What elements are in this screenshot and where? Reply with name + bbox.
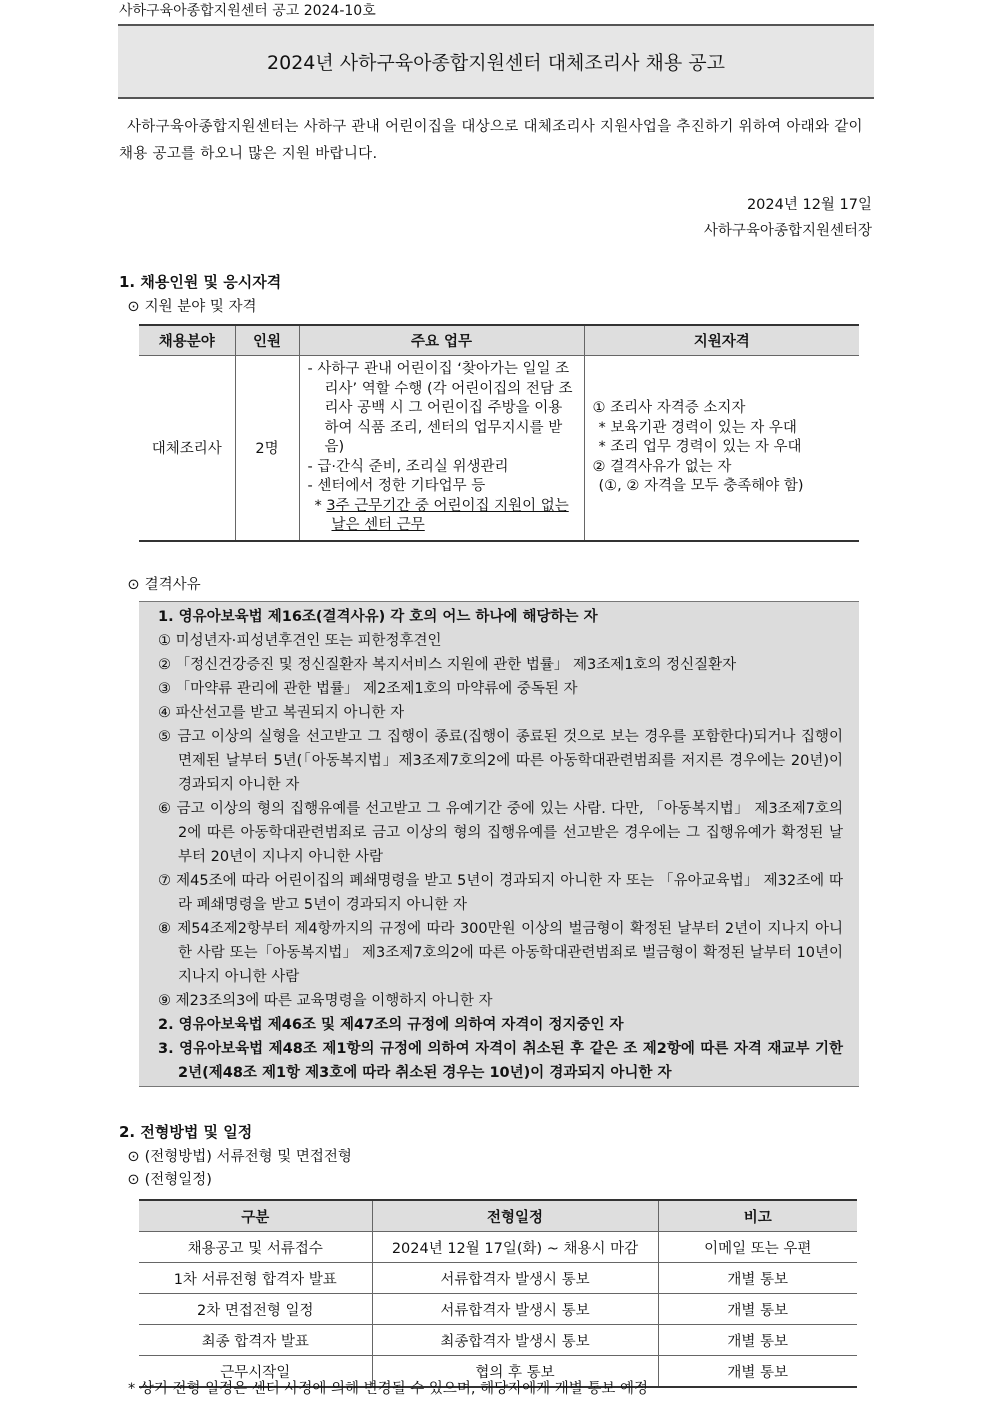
sub2-label: 결격사유 — [144, 577, 201, 593]
section1-heading: 1. 채용인원 및 응시자격 — [119, 273, 282, 291]
table-header-row — [139, 325, 859, 356]
field-cell: 대체조리사 — [139, 356, 235, 541]
qualification-item: * 보육기관 경력이 있는 자 우대 — [598, 419, 797, 436]
qualification-item: (①, ② 자격을 모두 충족해야 함) — [598, 478, 804, 494]
section1-sub1 — [127, 295, 257, 316]
document-number: 사하구육아종합지원센터 공고 2024-10호 — [119, 3, 376, 19]
cell-schedule: 서류합격자 발생시 통보 — [372, 1294, 658, 1325]
count-cell: 2명 — [235, 356, 299, 541]
cell-category: 채용공고 및 서류접수 — [139, 1232, 372, 1263]
cell-category: 1차 서류전형 합격자 발표 — [139, 1263, 372, 1294]
schedule-label-text: (전형일정) — [144, 1172, 212, 1188]
circle-dot-bullet-icon: ⊙ — [127, 299, 140, 315]
disqualification-item: ⑥ 금고 이상의 형의 집행유예를 선고받고 그 유예기간 중에 있는 사람. 다만, 「아동복지법」 제3조제7호의2에 따른 아동학대관련범죄로 금고 이상의 형의 집행유예를 선고받은 경우에는 그 집행유예가 확정된 날부터 20년이 지나지 아니한 사람 — [158, 801, 843, 865]
page-title: 2024년 사하구육아종합지원센터 대체조리사 채용 공고 — [267, 52, 725, 74]
disqualification-item: ④ 파산선고를 받고 복권되지 아니한 자 — [158, 705, 405, 721]
schedule-table — [139, 1199, 857, 1388]
section2-schedule-label — [127, 1168, 212, 1189]
qualification-cell — [584, 356, 859, 541]
header-duties: 주요 업무 — [299, 325, 584, 356]
disqualification-item: ⑤ 금고 이상의 실형을 선고받고 그 집행이 종료(집행이 종료된 것으로 보는 경우를 포함한다)되거나 집행이 면제된 날부터 5년(「아동복지법」제3조제7호의2에 따른 아동학대관련범죄를 저지른 경우에는 20년)이 경과되지 아니한 자 — [158, 729, 843, 793]
duty-note — [308, 497, 576, 536]
disqualification-item: 2. 영유아보육법 제46조 및 제47조의 규정에 의하여 자격이 정지중인 자 — [158, 1017, 624, 1033]
table-header-row — [139, 1200, 857, 1232]
sub1-label: 지원 분야 및 자격 — [144, 299, 257, 315]
circle-dot-bullet-icon: ⊙ — [127, 1172, 140, 1188]
duty-item: - 센터에서 정한 기타업무 등 — [307, 478, 486, 494]
cell-schedule: 최종합격자 발생시 통보 — [372, 1325, 658, 1356]
schedule-note: * 상기 전형 일정은 센터 사정에 의해 변경될 수 있으며, 해당자에게 개별 통보 예정 — [128, 1381, 648, 1397]
header-field: 채용분야 — [139, 325, 235, 356]
disqualification-item: ⑨ 제23조의3에 따른 교육명령을 이행하지 아니한 자 — [158, 993, 493, 1009]
header-remark: 비고 — [658, 1200, 857, 1232]
cell-remark: 개별 통보 — [658, 1325, 857, 1356]
header-schedule: 전형일정 — [372, 1200, 658, 1232]
circle-dot-bullet-icon: ⊙ — [127, 577, 140, 593]
cell-schedule: 서류합격자 발생시 통보 — [372, 1263, 658, 1294]
qualification-item: * 조리 업무 경력이 있는 자 우대 — [598, 439, 802, 455]
table-row — [139, 1232, 857, 1263]
cell-remark: 개별 통보 — [658, 1294, 857, 1325]
disqualification-item: ⑧ 제54조제2항부터 제4항까지의 규정에 따라 300만원 이상의 벌금형이 확정된 날부터 2년이 지나지 아니한 사람 또는「아동복지법」 제3조제7호의2에 따른 아동학대관련범죄로 벌금형이 확정된 날부터 10년이 지나지 아니한 사람 — [158, 921, 843, 985]
intro-paragraph — [119, 114, 875, 168]
cell-schedule: 협의 후 통보 — [372, 1356, 658, 1388]
duty-item: - 급·간식 준비, 조리실 위생관리 — [307, 458, 509, 475]
disqualification-item: ① 미성년자·피성년후견인 또는 피한정후견인 — [158, 633, 442, 649]
table-row — [139, 1325, 857, 1356]
disqualification-item: ③ 「마약류 관리에 관한 법률」 제2조제1호의 마약류에 중독된 자 — [158, 681, 578, 697]
header-count: 인원 — [235, 325, 299, 356]
cell-category: 근무시작일 — [139, 1356, 372, 1388]
disqualification-item: ⑦ 제45조에 따라 어린이집의 폐쇄명령을 받고 5년이 경과되지 아니한 자 또는 「유아교육법」 제32조에 따라 폐쇄명령을 받고 5년이 경과되지 아니한 자 — [158, 873, 843, 913]
disqualification-item: 1. 영유아보육법 제16조(결격사유) 각 호의 어느 하나에 해당하는 자 — [158, 609, 598, 625]
disqualification-item: 3. 영유아보육법 제48조 제1항의 규정에 의하여 자격이 취소된 후 같은 조 제2항에 따른 자격 재교부 기한 2년(제48조 제1항 제3호에 따라 취소된 경우는 10년)이 경과되지 아니한 자 — [158, 1041, 843, 1081]
cell-remark: 개별 통보 — [658, 1263, 857, 1294]
announcement-date: 2024년 12월 17일 — [746, 197, 872, 213]
circle-dot-bullet-icon: ⊙ — [127, 1149, 140, 1165]
qualification-item: ① 조리사 자격증 소지자 — [592, 400, 746, 416]
qualification-item: ② 결격사유가 없는 자 — [592, 458, 732, 475]
table-row — [139, 1263, 857, 1294]
cell-category: 최종 합격자 발표 — [139, 1325, 372, 1356]
cell-remark: 개별 통보 — [658, 1356, 857, 1388]
duties-cell — [299, 356, 584, 541]
section2-heading: 2. 전형방법 및 일정 — [119, 1123, 253, 1141]
header-category: 구분 — [139, 1200, 372, 1232]
disqualification-box — [139, 601, 859, 1087]
page-title-box — [118, 24, 874, 99]
section1-sub2 — [127, 573, 201, 594]
cell-schedule: 2024년 12월 17일(화) ~ 채용시 마감 — [372, 1232, 658, 1263]
cell-category: 2차 면접전형 일정 — [139, 1294, 372, 1325]
qualification-table — [139, 324, 859, 542]
duty-note-text: 3주 근무기간 중 어린이집 지원이 없는 날은 센터 근무 — [326, 497, 569, 533]
cell-remark: 이메일 또는 우편 — [658, 1232, 857, 1263]
disqualification-item: ② 「정신건강증진 및 정신질환자 복지서비스 지원에 관한 법률」 제3조제1호의 정신질환자 — [158, 657, 737, 673]
table-row — [139, 356, 859, 541]
duty-item: - 사하구 관내 어린이집 ‘찾아가는 일일 조리사’ 역할 수행 (각 어린이집의 전담 조리사 공백 시 그 어린이집 주방을 이용하여 식품 조리, 센터의 업무지시를 받음) — [307, 361, 573, 455]
intro-text: 사하구육아종합지원센터는 사하구 관내 어린이집을 대상으로 대체조리사 지원사업을 추진하기 위하여 아래와 같이 채용 공고를 하오니 많은 지원 바랍니다. — [119, 119, 863, 162]
header-qualification: 지원자격 — [584, 325, 859, 356]
method-text: (전형방법) 서류전형 및 면접전형 — [144, 1149, 352, 1165]
asterisk-mark: * — [314, 497, 322, 514]
section2-method — [127, 1145, 352, 1166]
signer: 사하구육아종합지원센터장 — [703, 223, 872, 239]
table-row — [139, 1294, 857, 1325]
